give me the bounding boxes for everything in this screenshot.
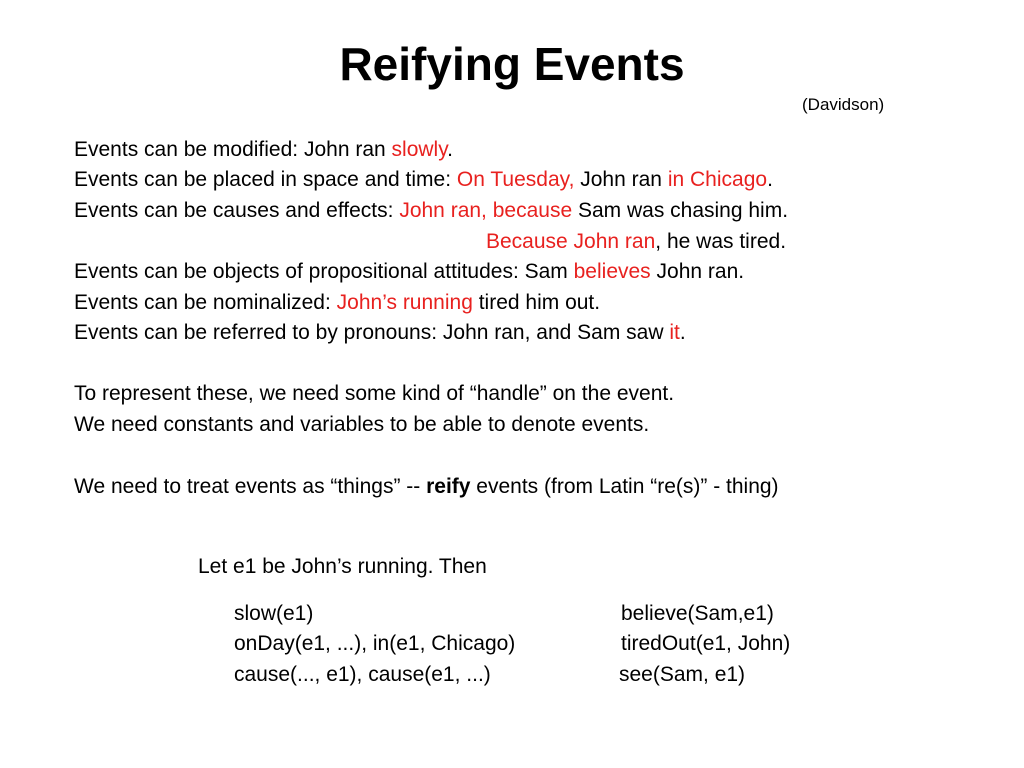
red-highlight: Because John ran — [486, 230, 656, 253]
red-highlight: it — [669, 321, 680, 344]
formula-believe: believe(Sam,e1) — [621, 602, 774, 625]
line-causes: Events can be causes and effects: John ran, because Sam was chasing him. — [74, 199, 789, 222]
line-space-time: Events can be placed in space and time: On Tuesday, John ran in Chicago. — [74, 168, 773, 191]
formula-see: see(Sam, e1) — [619, 663, 746, 686]
formula-slow: slow(e1) — [234, 602, 314, 625]
red-highlight: believes — [573, 260, 651, 283]
slide-subtitle: (Davidson) — [802, 95, 885, 114]
reify-bold: reify — [426, 475, 471, 498]
handle-line: To represent these, we need some kind of “handle” on the event. — [74, 382, 675, 405]
red-highlight: John’s running — [336, 291, 473, 314]
constants-line: We need constants and variables to be able to denote events. — [74, 413, 650, 436]
line-modified: Events can be modified: John ran slowly. — [74, 138, 453, 161]
formula-onday-in: onDay(e1, ...), in(e1, Chicago) — [234, 632, 516, 655]
line-effects: Because John ran, he was tired. — [486, 230, 787, 253]
formula-cause: cause(..., e1), cause(e1, ...) — [234, 663, 491, 686]
reify-line: We need to treat events as “things” -- reify events (from Latin “re(s)” - thing) — [74, 475, 779, 498]
red-highlight: in Chicago — [667, 168, 768, 191]
red-highlight: John ran, because — [399, 199, 573, 222]
red-highlight: On Tuesday, — [456, 168, 575, 191]
line-attitudes: Events can be objects of propositional attitudes: Sam believes John ran. — [74, 260, 745, 283]
line-nominalized: Events can be nominalized: John’s running tired him out. — [74, 291, 601, 314]
slide-title: Reifying Events — [339, 38, 685, 90]
red-highlight: slowly — [391, 138, 448, 161]
line-pronouns: Events can be referred to by pronouns: John ran, and Sam saw it. — [74, 321, 686, 344]
formula-tiredout: tiredOut(e1, John) — [621, 632, 791, 655]
let-line: Let e1 be John’s running. Then — [198, 555, 487, 578]
